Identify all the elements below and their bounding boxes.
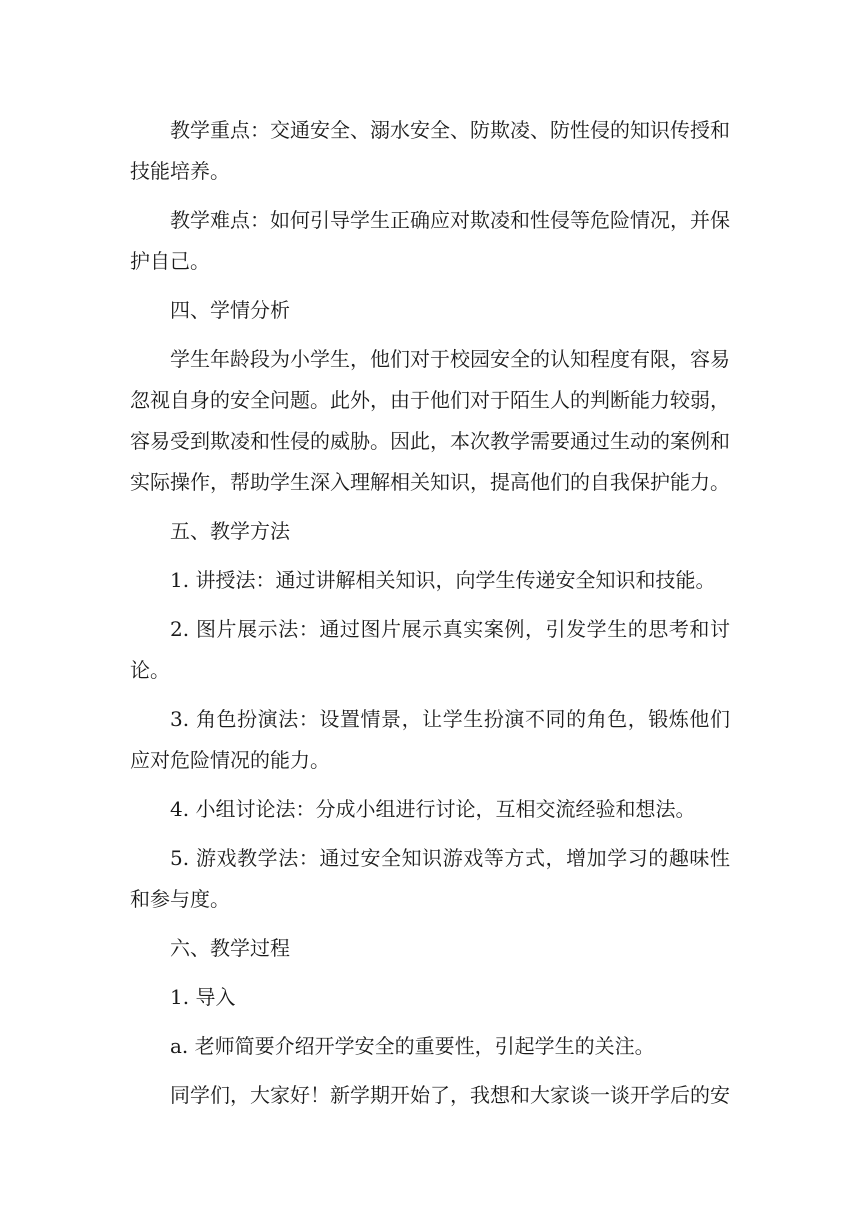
paragraph-learner-analysis: 学生年龄段为小学生，他们对于校园安全的认知程度有限，容易忽视自身的安全问题。此外，由于他们对于陌生人的判断能力较弱，容易受到欺凌和性侵的威胁。因此，本次教学需要通过生动的案例和实际操作，帮助学生深入理解相关知识，提高他们的自我保护能力。 [130,347,730,494]
document-body [130,110,730,1124]
list-item-intro-a: a. 老师简要介绍开学安全的重要性，引起学生的关注。 [170,1034,655,1058]
paragraph-key-points: 教学重点：交通安全、溺水安全、防欺凌、防性侵的知识传授和技能培养。 [130,118,730,183]
paragraph-difficulties: 教学难点：如何引导学生正确应对欺凌和性侵等危险情况，并保护自己。 [130,208,730,273]
list-item-method-1: 1. 讲授法：通过讲解相关知识，向学生传递安全知识和技能。 [170,568,716,592]
list-item-method-3: 3. 角色扮演法：设置情景，让学生扮演不同的角色，锻炼他们应对危险情况的能力。 [130,707,730,772]
list-item-method-4: 4. 小组讨论法：分成小组进行讨论，互相交流经验和想法。 [170,797,696,821]
list-item-method-5: 5. 游戏教学法：通过安全知识游戏等方式，增加学习的趣味性和参与度。 [130,846,730,911]
paragraph-greeting: 同学们，大家好！新学期开始了，我想和大家谈一谈开学后的安 [170,1083,730,1107]
subheading-introduction: 1. 导入 [170,985,236,1009]
section-heading-learner-analysis: 四、学情分析 [170,298,290,322]
section-heading-teaching-methods: 五、教学方法 [170,519,290,543]
list-item-method-2: 2. 图片展示法：通过图片展示真实案例，引发学生的思考和讨论。 [130,617,730,682]
section-heading-teaching-process: 六、教学过程 [170,936,290,960]
